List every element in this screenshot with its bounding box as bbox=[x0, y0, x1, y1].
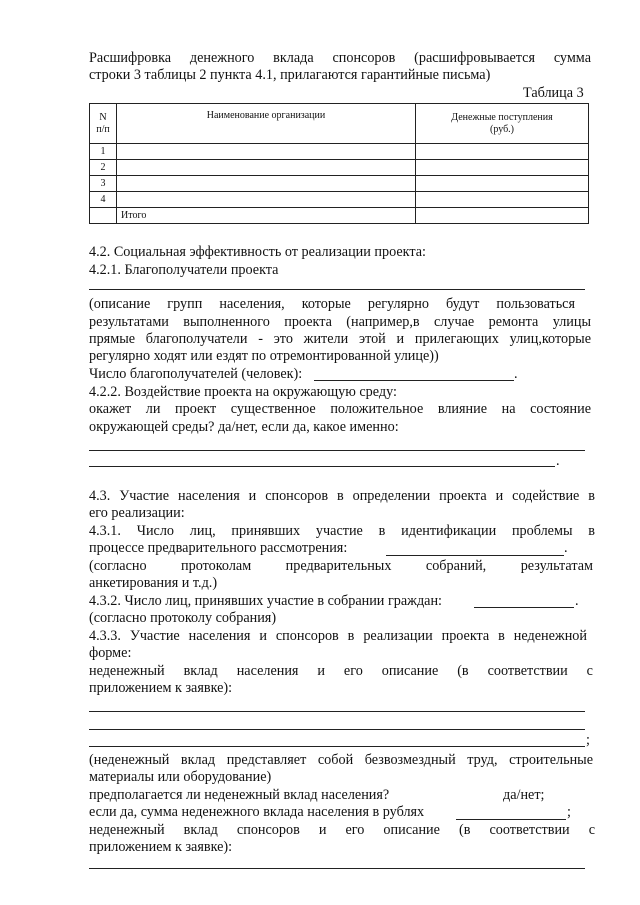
col-number-header bbox=[90, 104, 117, 144]
section-4-3-3-line-2: форме: bbox=[89, 645, 132, 661]
section-4-3-3-line-1: 4.3.3. Участие населения и спонсоров в реализации проекта в неденежной bbox=[89, 628, 587, 644]
org-cell bbox=[117, 176, 416, 192]
intro-line-1: Расшифровка денежного вклада спонсоров (расшифровывается сумма bbox=[89, 50, 591, 66]
table-caption: Таблица 3 bbox=[523, 85, 584, 101]
sponsors-contribution-line-2: приложением к заявке): bbox=[89, 839, 233, 855]
period: . bbox=[556, 453, 560, 469]
contribution-note-line-2: материалы или оборудование) bbox=[89, 769, 272, 785]
section-4-3-1-line-2: процессе предварительного рассмотрения: bbox=[89, 540, 348, 556]
sponsors-table bbox=[89, 103, 589, 224]
semicolon: ; bbox=[567, 804, 571, 820]
total-number-cell bbox=[90, 208, 117, 224]
total-label: Итого bbox=[117, 208, 416, 224]
population-answer-line-3 bbox=[89, 746, 585, 747]
beneficiaries-count-label: Число благополучателей (человек): bbox=[89, 366, 303, 382]
amount-cell bbox=[416, 144, 589, 160]
row-number: 4 bbox=[90, 192, 117, 208]
table-row bbox=[90, 176, 589, 192]
amount-cell bbox=[416, 192, 589, 208]
environment-answer-line-1 bbox=[89, 450, 585, 451]
table-header-row bbox=[90, 104, 589, 144]
org-cell bbox=[117, 160, 416, 176]
intro-line-2: строки 3 таблицы 2 пункта 4.1, прилагаются гарантийные письма) bbox=[89, 67, 491, 83]
section-4-2-1-heading: 4.2.1. Благополучатели проекта bbox=[89, 262, 279, 278]
beneficiaries-desc-line-2: результатами выполненного проекта (например,в случае ремонта улицы bbox=[89, 314, 591, 330]
section-4-2-heading: 4.2. Социальная эффективность от реализации проекта: bbox=[89, 244, 426, 260]
meeting-count-blank bbox=[474, 607, 574, 608]
section-4-3-1-line-1: 4.3.1. Число лиц, принявших участие в идентификации проблемы в bbox=[89, 523, 595, 539]
environment-answer-line-2 bbox=[89, 466, 555, 467]
population-answer-line-1 bbox=[89, 711, 585, 712]
section-4-2-2-heading: 4.2.2. Воздействие проекта на окружающую среду: bbox=[89, 384, 397, 400]
population-contribution-line-1: неденежный вклад населения и его описание (в соответствии с bbox=[89, 663, 593, 679]
col-amount-header-l2: (руб.) bbox=[490, 123, 514, 135]
period: . bbox=[564, 540, 568, 556]
amount-cell bbox=[416, 176, 589, 192]
section-4-3-2-label: 4.3.2. Число лиц, принявших участие в собрании граждан: bbox=[89, 593, 443, 609]
population-contribution-sum-label: если да, сумма неденежного вклада населения в рублях bbox=[89, 804, 425, 820]
period: . bbox=[514, 366, 518, 382]
org-cell bbox=[117, 192, 416, 208]
col-number-header-l1: N bbox=[99, 111, 107, 123]
environment-question-line-2: окружающей среды? да/нет, если да, какое именно: bbox=[89, 419, 399, 435]
table-total-row bbox=[90, 208, 589, 224]
beneficiaries-desc-line-4: регулярно ходят или ездят по отремонтированной улице)) bbox=[89, 348, 439, 364]
row-number: 2 bbox=[90, 160, 117, 176]
section-4-3-1-note-line-2: анкетирования и т.д.) bbox=[89, 575, 218, 591]
table-row bbox=[90, 144, 589, 160]
sponsors-answer-line bbox=[89, 868, 585, 869]
yes-no-answer: да/нет; bbox=[503, 787, 545, 803]
semicolon: ; bbox=[586, 732, 590, 748]
col-org-header: Наименование организации bbox=[117, 104, 416, 144]
beneficiaries-answer-line bbox=[89, 289, 585, 290]
col-amount-header bbox=[416, 104, 589, 144]
amount-cell bbox=[416, 160, 589, 176]
total-amount-cell bbox=[416, 208, 589, 224]
section-4-3-heading-line-2: его реализации: bbox=[89, 505, 185, 521]
row-number: 3 bbox=[90, 176, 117, 192]
table-row bbox=[90, 160, 589, 176]
population-sum-blank bbox=[456, 819, 566, 820]
section-4-3-2-note: (согласно протоколу собрания) bbox=[89, 610, 277, 626]
beneficiaries-count-blank bbox=[314, 380, 514, 381]
identification-count-blank bbox=[386, 555, 564, 556]
beneficiaries-desc-line-1: (описание групп населения, которые регулярно будут пользоваться bbox=[89, 296, 575, 312]
environment-question-line-1: окажет ли проект существенное положительное влияние на состояние bbox=[89, 401, 591, 417]
section-4-3-1-note-line-1: (согласно протоколам предварительных собраний, результатам bbox=[89, 558, 593, 574]
table-row bbox=[90, 192, 589, 208]
col-amount-header-l1: Денежные поступления bbox=[451, 111, 553, 123]
population-contribution-line-2: приложением к заявке): bbox=[89, 680, 233, 696]
section-4-3-heading-line-1: 4.3. Участие населения и спонсоров в определении проекта и содействие в bbox=[89, 488, 595, 504]
population-answer-line-2 bbox=[89, 729, 585, 730]
period: . bbox=[575, 593, 579, 609]
sponsors-contribution-line-1: неденежный вклад спонсоров и его описание (в соответствии с bbox=[89, 822, 595, 838]
org-cell bbox=[117, 144, 416, 160]
beneficiaries-desc-line-3: прямые благополучатели - это жители этой и прилегающих улиц,которые bbox=[89, 331, 591, 347]
row-number: 1 bbox=[90, 144, 117, 160]
col-number-header-l2: п/п bbox=[96, 123, 110, 135]
population-contribution-question: предполагается ли неденежный вклад населения? bbox=[89, 787, 390, 803]
contribution-note-line-1: (неденежный вклад представляет собой безвозмездный труд, строительные bbox=[89, 752, 593, 768]
